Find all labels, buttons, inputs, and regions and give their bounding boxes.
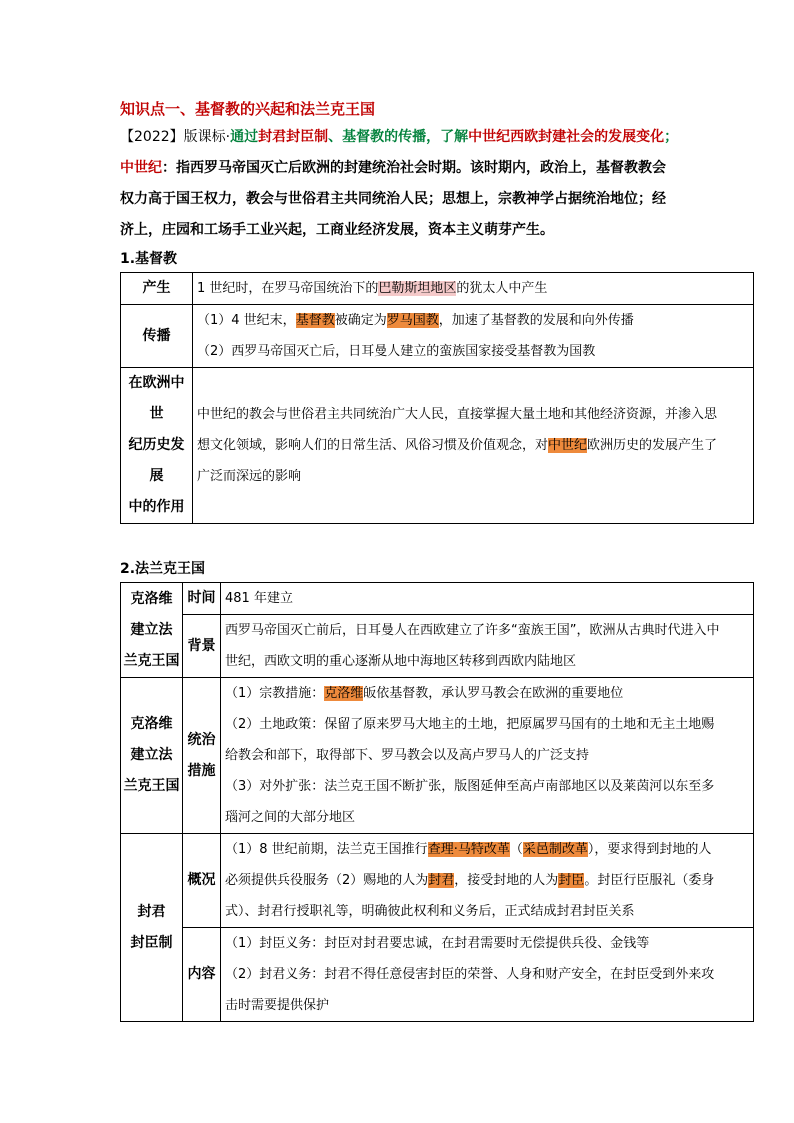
table-row [121, 678, 754, 834]
curriculum-text: ，了解 [426, 129, 469, 145]
table-row [121, 583, 754, 615]
group-label-feudal-system [121, 834, 183, 1022]
cell-line [225, 865, 751, 896]
curriculum-text: 通过 [230, 129, 259, 145]
cell-line: 给教会和部下，取得部下、罗马教会以及高卢罗马人的广泛支持 [225, 748, 590, 763]
cell-line: 瑙河之间的大部分地区 [225, 810, 356, 825]
row-label-origin: 产生 [121, 273, 193, 305]
cell-line: （1）封臣义务：封臣对封君要忠诚，在封君需要时无偿提供兵役、金钱等 [225, 936, 650, 951]
group-label-clovis-2 [121, 678, 183, 834]
cell-text: （1）8 世纪前期，法兰克王国推行 [225, 842, 428, 857]
role-cell [193, 368, 754, 524]
middle-ages-definition [120, 153, 754, 184]
table-row [121, 368, 754, 524]
cell-line: （2）西罗马帝国灭亡后，日耳曼人建立的蛮族国家接受基督教为国教 [197, 344, 596, 359]
row-label-spread: 传播 [121, 305, 193, 368]
section-title-christianity: 1.基督教 [120, 251, 178, 267]
curriculum-standard [120, 122, 754, 153]
frankish-kingdom-table [120, 582, 754, 1022]
cell-text: 。封臣行臣服礼（委身 [584, 873, 715, 888]
label-line: 克洛维 [130, 716, 173, 732]
cell-line: 击时需要提供保护 [225, 998, 330, 1013]
cell-text: 被确定为 [334, 313, 387, 328]
cell-line: （2）土地政策：保留了原来罗马大地主的土地，把原属罗马国有的土地和无主土地赐 [225, 717, 715, 732]
table-row [121, 305, 754, 368]
highlight-vassal: 封臣 [558, 873, 585, 888]
table-row [121, 928, 754, 1022]
origin-cell [193, 273, 754, 305]
cell-line: （3）对外扩张：法兰克王国不断扩张，版图延伸至高卢南部地区以及莱茵河以东至多 [225, 779, 715, 794]
cell-text: 欧洲历史的发展产生了 [587, 438, 718, 453]
spread-cell [193, 305, 754, 368]
label-line: 中的作用 [128, 499, 185, 515]
cell-text: ，加速了基督教的发展和向外传播 [438, 313, 634, 328]
highlight-charles-martel-reform: 查理·马特改革 [427, 842, 510, 857]
cell-line [225, 678, 751, 709]
row-label-content: 内容 [183, 928, 221, 1022]
cell-line: 式）、封君行授职礼等，明确彼此权利和义务后，正式结成封君封臣关系 [225, 904, 635, 919]
highlight-palestine: 巴勒斯坦地区 [378, 281, 457, 296]
cell-text: 必须提供兵役服务（2）赐地的人为 [225, 873, 429, 888]
cell-line [225, 834, 751, 865]
middle-ages-line: 济上，庄园和工场手工业兴起，工商业经济发展，资本主义萌芽产生。 [120, 222, 554, 238]
highlight-state-religion: 罗马国教 [386, 313, 439, 328]
highlight-lord: 封君 [428, 873, 455, 888]
label-line: 封君 [137, 903, 166, 920]
time-cell: 481 年建立 [221, 583, 754, 615]
cell-text: ），要求得到封地的人 [587, 842, 712, 857]
cell-text: 的犹太人中产生 [456, 281, 548, 296]
document-page [120, 96, 754, 1022]
middle-ages-label: 中世纪 [120, 160, 162, 176]
row-label-overview: 概况 [183, 834, 221, 928]
row-label-role [121, 368, 193, 524]
label-line: 兰克王国 [123, 652, 180, 669]
curriculum-text: 、 [328, 129, 343, 145]
cell-line: 世纪，西欧文明的重心逐渐从地中海地区转移到西欧内陆地区 [225, 654, 577, 669]
highlight-clovis: 克洛维 [324, 686, 364, 701]
curriculum-keyword-feudal: 封君封臣制 [258, 129, 329, 145]
overview-cell [221, 834, 754, 928]
cell-line: （2）封君义务：封君不得任意侵害封臣的荣誉、人身和财产安全，在封臣受到外来攻 [225, 967, 715, 982]
knowledge-point-heading: 知识点一、基督教的兴起和法兰克王国 [120, 100, 376, 118]
table-row [121, 834, 754, 928]
curriculum-keyword-development: 中世纪西欧封建社会的发展变化 [468, 129, 665, 145]
label-line: 在欧洲中世 [128, 375, 185, 422]
cell-text: 1 世纪时，在罗马帝国统治下的 [197, 281, 379, 296]
label-line: 兰克王国 [123, 778, 180, 794]
label-line: 措施 [187, 762, 216, 779]
label-line: 克洛维 [130, 590, 173, 607]
cell-line: 中世纪的教会与世俗君主共同统治广大人民，直接掌握大量土地和其他经济资源，并渗入思 [197, 407, 718, 422]
table-row [121, 615, 754, 678]
highlight-christianity: 基督教 [295, 313, 335, 328]
curriculum-keyword-christianity: 基督教的传播 [342, 129, 427, 145]
christianity-table [120, 272, 754, 524]
content-cell [221, 928, 754, 1022]
cell-text: 想文化领域，影响人们的日常生活、风俗习惯及价值观念，对 [197, 438, 549, 453]
group-label-clovis [121, 583, 183, 678]
highlight-middle-ages: 中世纪 [548, 438, 588, 453]
background-cell [221, 615, 754, 678]
curriculum-text: ； [664, 129, 679, 145]
label-line: 统治 [187, 731, 216, 748]
cell-line [197, 430, 751, 461]
highlight-fief-reform: 采邑制改革 [522, 842, 588, 857]
label-line: 建立法 [130, 747, 173, 763]
measures-cell [221, 678, 754, 834]
cell-text: （1）4 世纪末， [197, 313, 296, 328]
row-label-measures [183, 678, 221, 834]
cell-text: 皈依基督教，承认罗马教会在欧洲的重要地位 [363, 686, 624, 701]
section-title-frankish-kingdom: 2.法兰克王国 [120, 561, 206, 577]
row-label-time: 时间 [183, 583, 221, 615]
cell-text: ，接受封地的人为 [454, 873, 559, 888]
curriculum-prefix: 【2022】版课标· [120, 129, 231, 145]
cell-text: （1）宗教措施： [225, 686, 325, 701]
cell-line [197, 305, 751, 336]
label-line: 纪历史发展 [128, 437, 185, 484]
middle-ages-line: ：指西罗马帝国灭亡后欧洲的封建统治社会时期。该时期内，政治上，基督教教会 [162, 160, 666, 176]
cell-line: 西罗马帝国灭亡前后，日耳曼人在西欧建立了许多“蛮族王国”，欧洲从古典时代进入中 [225, 623, 720, 638]
cell-line: 广泛而深远的影响 [197, 469, 302, 484]
table-row [121, 273, 754, 305]
row-label-background: 背景 [183, 615, 221, 678]
cell-text: （ [509, 842, 523, 857]
label-line: 建立法 [130, 621, 173, 638]
label-line: 封臣制 [130, 934, 173, 951]
middle-ages-line: 权力高于国王权力，教会与世俗君主共同统治人民；思想上，宗教神学占据统治地位；经 [120, 191, 666, 207]
